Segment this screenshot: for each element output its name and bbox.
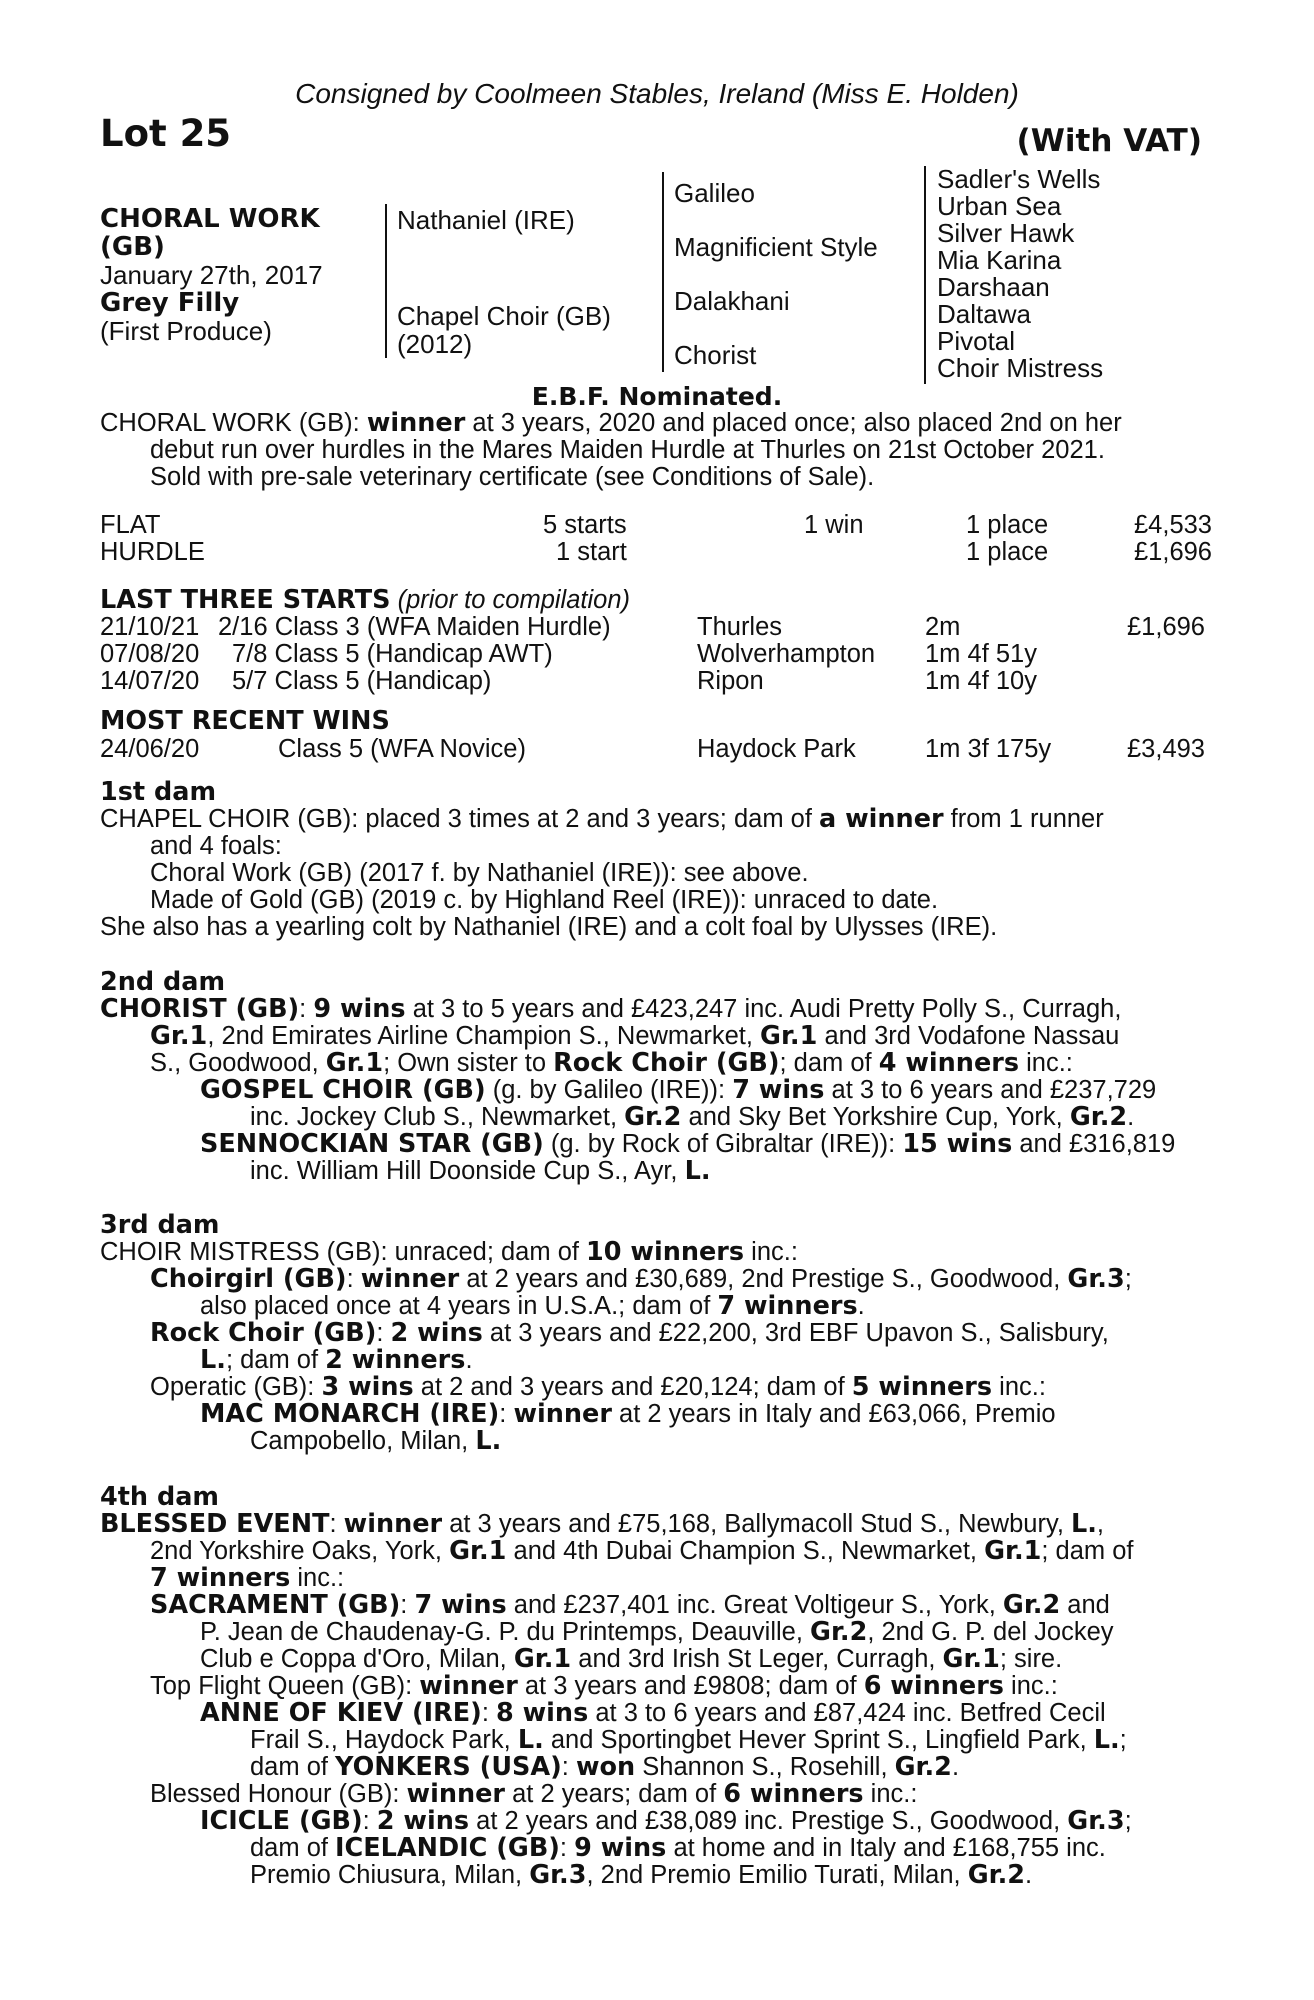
grade: Gr.3 bbox=[1067, 1806, 1125, 1836]
produce-text: ; bbox=[1124, 1265, 1132, 1293]
produce-name: YONKERS (USA) bbox=[335, 1752, 562, 1782]
produce-text: and bbox=[1060, 1591, 1110, 1619]
race-summary bbox=[100, 410, 1208, 491]
produce-name: MAC MONARCH (IRE) bbox=[200, 1399, 500, 1429]
dam-text: : bbox=[299, 995, 314, 1023]
grade: Gr.3 bbox=[529, 1860, 587, 1890]
produce-line bbox=[100, 1104, 1208, 1131]
dam-text: and 3rd Vodafone Nassau bbox=[817, 1022, 1120, 1050]
produce-text: at home and in Italy and £168,755 inc. bbox=[666, 1834, 1106, 1862]
produce-text: . bbox=[857, 1292, 865, 1320]
produce-winner: winner bbox=[513, 1399, 612, 1429]
dam-text: inc.: bbox=[290, 1564, 345, 1592]
produce-wins: 3 wins bbox=[321, 1372, 414, 1402]
grade: L. bbox=[1070, 1509, 1097, 1539]
dam-line bbox=[100, 1239, 1208, 1266]
win-prize: £3,493 bbox=[1127, 735, 1205, 763]
produce-line bbox=[100, 1727, 1208, 1754]
produce-line bbox=[100, 1781, 1208, 1808]
produce-text: and Sky Bet Yorkshire Cup, York, bbox=[681, 1103, 1070, 1131]
grade: Gr.1 bbox=[449, 1536, 507, 1566]
dam-text: ; dam of bbox=[1041, 1537, 1134, 1565]
dam-winner: winner bbox=[343, 1509, 443, 1539]
produce-text: and Sportingbet Hever Sprint S., Lingfield Park, bbox=[543, 1726, 1094, 1754]
vat-note: (With VAT) bbox=[1016, 123, 1202, 159]
start-race: 5/7 Class 5 (Handicap) bbox=[232, 667, 492, 695]
dam-text: 2nd Yorkshire Oaks, York, bbox=[150, 1537, 450, 1565]
produce-wins: 15 wins bbox=[902, 1129, 1013, 1159]
produce-text: , 2nd G. P. del Jockey bbox=[867, 1618, 1114, 1646]
produce-text: Premio Chiusura, Milan, bbox=[250, 1861, 530, 1889]
dam-text: , 2nd Emirates Airline Champion S., Newmarket, bbox=[207, 1022, 761, 1050]
produce-line bbox=[100, 1646, 1208, 1673]
produce-line bbox=[100, 1320, 1208, 1347]
produce-winner: won bbox=[575, 1752, 636, 1782]
produce-text: : bbox=[346, 1265, 361, 1293]
produce-name: ICICLE (GB) bbox=[200, 1806, 363, 1836]
grade: Gr.2 bbox=[810, 1617, 868, 1647]
produce-line bbox=[100, 1293, 1208, 1320]
produce-wins: 7 wins bbox=[732, 1075, 825, 1105]
grade: L. bbox=[517, 1725, 544, 1755]
win-date: 24/06/20 bbox=[100, 735, 200, 763]
dam-winners: a winner bbox=[819, 804, 944, 834]
last-three-title: LAST THREE STARTS bbox=[100, 585, 391, 615]
section-title: 4th dam bbox=[100, 1482, 219, 1512]
produce-text: : bbox=[499, 1400, 514, 1428]
dam-line bbox=[100, 1538, 1208, 1565]
pedigree-gen3-item: Urban Sea bbox=[937, 191, 1062, 221]
produce-text: and £237,401 inc. Great Voltigeur S., York, bbox=[506, 1591, 1003, 1619]
produce-text: ; bbox=[1124, 1807, 1132, 1835]
produce-line: Choral Work (GB) (2017 f. by Nathaniel (IRE)): see above. bbox=[150, 859, 809, 887]
section-title: 1st dam bbox=[100, 777, 217, 807]
start-course: Thurles bbox=[697, 613, 783, 641]
produce-text: and £316,819 bbox=[1012, 1130, 1176, 1158]
record-wins: 1 win bbox=[804, 511, 864, 539]
produce-text: . bbox=[951, 1753, 960, 1781]
last-three-note: (prior to compilation) bbox=[397, 586, 630, 614]
start-distance: 2m bbox=[925, 613, 961, 641]
grade: Gr.1 bbox=[513, 1644, 572, 1674]
produce-text: ; sire. bbox=[999, 1645, 1063, 1673]
dam-winners: 6 winners bbox=[723, 1779, 864, 1809]
dam-winners: 7 winners bbox=[717, 1291, 858, 1321]
record-places: 1 place bbox=[966, 511, 1049, 539]
pedigree-divider bbox=[385, 204, 387, 358]
produce-line bbox=[100, 1592, 1208, 1619]
produce-winner: winner bbox=[360, 1264, 460, 1294]
dam-text: , bbox=[1096, 1510, 1105, 1538]
produce-line bbox=[100, 1131, 1208, 1158]
produce-line bbox=[100, 1266, 1208, 1293]
dam-winners: 2 winners bbox=[325, 1345, 466, 1375]
third-dam-section bbox=[100, 1212, 1208, 1455]
produce-line bbox=[100, 1673, 1208, 1700]
produce-text: : bbox=[481, 1699, 496, 1727]
horse-identity bbox=[100, 205, 323, 345]
dam-text: : bbox=[329, 1510, 344, 1538]
grade: Gr.1 bbox=[150, 1021, 208, 1051]
dam-line bbox=[100, 1023, 1208, 1050]
produce-line bbox=[100, 1428, 1208, 1455]
horse-dob: January 27th, 2017 bbox=[100, 260, 323, 290]
dam-winners: 5 winners bbox=[851, 1372, 993, 1402]
summary-line bbox=[100, 410, 1208, 437]
horse-sex: Grey Filly bbox=[100, 288, 240, 318]
dam-text: ; Own sister to bbox=[383, 1049, 554, 1077]
record-starts: 5 starts bbox=[543, 511, 627, 539]
start-date: 07/08/20 bbox=[100, 640, 200, 668]
produce-text: Campobello, Milan, bbox=[250, 1427, 476, 1455]
pedigree-gen3 bbox=[937, 166, 1103, 382]
section-title: 3rd dam bbox=[100, 1210, 220, 1240]
produce-text: inc. William Hill Doonside Cup S., Ayr, bbox=[250, 1157, 685, 1185]
produce-winner: winner bbox=[419, 1671, 518, 1701]
produce-text: (g. by Galileo (IRE)): bbox=[485, 1076, 733, 1104]
produce-text: at 2 and 3 years and £20,124; dam of bbox=[413, 1373, 852, 1401]
pedigree-gen3-item: Choir Mistress bbox=[937, 353, 1104, 383]
start-race: 7/8 Class 5 (Handicap AWT) bbox=[232, 640, 553, 668]
dam-line bbox=[100, 996, 1208, 1023]
produce-text: Top Flight Queen (GB): bbox=[150, 1672, 420, 1700]
recent-wins-title: MOST RECENT WINS bbox=[100, 706, 390, 736]
horse-origin: (GB) bbox=[100, 232, 165, 262]
grade: Gr.2 bbox=[624, 1102, 682, 1132]
dam-winners: 4 winners bbox=[878, 1048, 1020, 1078]
produce-text: at 3 to 6 years and £237,729 bbox=[824, 1076, 1157, 1104]
produce-winner: winner bbox=[406, 1779, 506, 1809]
grade: L. bbox=[200, 1345, 226, 1375]
produce-text: : bbox=[561, 1753, 576, 1781]
record-type: HURDLE bbox=[100, 538, 205, 566]
produce-text: inc.: bbox=[1003, 1672, 1058, 1700]
win-race: Class 5 (WFA Novice) bbox=[278, 735, 526, 763]
produce-name: ICELANDIC (GB) bbox=[335, 1833, 560, 1863]
record-earnings: £1,696 bbox=[1134, 538, 1212, 566]
produce-text: inc.: bbox=[863, 1780, 918, 1808]
dam-winners: 10 winners bbox=[586, 1237, 745, 1267]
produce-text: P. Jean de Chaudenay-G. P. du Printemps, Deauville, bbox=[200, 1618, 811, 1646]
pedigree-gen2-item: Chorist bbox=[674, 340, 757, 370]
produce-text: Blessed Honour (GB): bbox=[150, 1780, 407, 1808]
consignor-line: Consigned by Coolmeen Stables, Ireland (Miss E. Holden) bbox=[295, 78, 1019, 109]
produce-text: : bbox=[362, 1807, 377, 1835]
produce-name: SACRAMENT (GB) bbox=[150, 1590, 401, 1620]
produce-text: at 2 years and £30,689, 2nd Prestige S., Goodwood, bbox=[459, 1265, 1068, 1293]
dam-text: ; dam of bbox=[779, 1049, 879, 1077]
produce-text: and 3rd Irish St Leger, Curragh, bbox=[571, 1645, 943, 1673]
pedigree-dam: Chapel Choir (GB) bbox=[397, 301, 611, 331]
produce-line bbox=[100, 1401, 1208, 1428]
produce-wins: 9 wins bbox=[574, 1833, 667, 1863]
pedigree-gen3-item: Mia Karina bbox=[937, 245, 1062, 275]
win-distance: 1m 3f 175y bbox=[925, 735, 1052, 763]
summary-line: Sold with pre-sale veterinary certificate (see Conditions of Sale). bbox=[150, 463, 875, 491]
pedigree-divider bbox=[924, 166, 926, 384]
dam-text: inc.: bbox=[1019, 1049, 1073, 1077]
ebf-note: E.B.F. Nominated. bbox=[531, 382, 783, 411]
dam-text: CHAPEL CHOIR (GB): placed 3 times at 2 and 3 years; dam of bbox=[100, 805, 820, 833]
grade: Gr.2 bbox=[894, 1752, 952, 1782]
dam-line: and 4 foals: bbox=[150, 832, 282, 860]
produce-text: at 3 years and £9808; dam of bbox=[517, 1672, 864, 1700]
pedigree-dam-year: (2012) bbox=[397, 329, 473, 359]
summary-horse: CHORAL WORK (GB): bbox=[100, 409, 367, 437]
pedigree-gen3-item: Sadler's Wells bbox=[937, 164, 1101, 194]
produce-text: at 2 years in Italy and £63,066, Premio bbox=[611, 1400, 1056, 1428]
pedigree-gen3-item: Silver Hawk bbox=[937, 218, 1075, 248]
produce-text: (g. by Rock of Gibraltar (IRE)): bbox=[543, 1130, 903, 1158]
pedigree-gen2-item: Magnificient Style bbox=[674, 232, 878, 262]
produce-text: . bbox=[1127, 1103, 1135, 1131]
start-prize: £1,696 bbox=[1127, 613, 1205, 641]
produce-text: Operatic (GB): bbox=[150, 1373, 322, 1401]
produce-line bbox=[100, 1754, 1208, 1781]
summary-text: at 3 years, 2020 and placed once; also placed 2nd on her bbox=[465, 409, 1122, 437]
grade: Gr.1 bbox=[325, 1048, 384, 1078]
produce-text: ; bbox=[1119, 1726, 1127, 1754]
produce-line bbox=[100, 1158, 1208, 1185]
produce-text: : bbox=[376, 1319, 391, 1347]
start-distance: 1m 4f 51y bbox=[925, 640, 1037, 668]
dam-line bbox=[100, 1565, 1208, 1592]
dam-winners: 7 winners bbox=[150, 1563, 291, 1593]
dam-text: and 4th Dubai Champion S., Newmarket, bbox=[506, 1537, 985, 1565]
produce-line bbox=[100, 1862, 1208, 1889]
produce-line bbox=[100, 1700, 1208, 1727]
dam-wins: 9 wins bbox=[313, 994, 406, 1024]
produce-line: Made of Gold (GB) (2019 c. by Highland Reel (IRE)): unraced to date. bbox=[150, 886, 939, 914]
produce-text: inc.: bbox=[992, 1373, 1046, 1401]
record-places: 1 place bbox=[966, 538, 1049, 566]
dam-text: inc.: bbox=[744, 1238, 798, 1266]
pedigree-gen3-item: Daltawa bbox=[937, 299, 1031, 329]
produce-text: inc. Jockey Club S., Newmarket, bbox=[250, 1103, 625, 1131]
produce-name: Choirgirl (GB) bbox=[150, 1264, 347, 1294]
produce-text: at 3 years and £22,200, 3rd EBF Upavon S., Salisbury, bbox=[482, 1319, 1109, 1347]
dam-text: CHOIR MISTRESS (GB): unraced; dam of bbox=[100, 1238, 587, 1266]
produce-wins: 7 wins bbox=[414, 1590, 507, 1620]
produce-name: Rock Choir (GB) bbox=[150, 1318, 377, 1348]
produce-text: . bbox=[465, 1346, 473, 1374]
start-distance: 1m 4f 10y bbox=[925, 667, 1037, 695]
pedigree-gen2-item: Galileo bbox=[674, 178, 755, 208]
summary-winner: winner bbox=[366, 408, 466, 438]
dam-line: She also has a yearling colt by Nathaniel (IRE) and a colt foal by Ulysses (IRE). bbox=[100, 913, 998, 941]
produce-text: dam of bbox=[250, 1834, 336, 1862]
start-course: Wolverhampton bbox=[697, 640, 876, 668]
produce-name: SENNOCKIAN STAR (GB) bbox=[200, 1129, 544, 1159]
start-course: Ripon bbox=[697, 667, 764, 695]
produce-text: at 2 years and £38,089 inc. Prestige S., Goodwood, bbox=[469, 1807, 1068, 1835]
produce-text: Shannon S., Rosehill, bbox=[635, 1753, 895, 1781]
grade: Gr.1 bbox=[984, 1536, 1042, 1566]
pedigree-gen3-item: Pivotal bbox=[937, 326, 1016, 356]
dam-line bbox=[100, 1511, 1208, 1538]
dam-text: at 3 to 5 years and £423,247 inc. Audi Pretty Polly S., Curragh, bbox=[405, 995, 1122, 1023]
first-dam-section bbox=[100, 779, 1208, 941]
dam-line bbox=[100, 806, 1208, 833]
pedigree-divider bbox=[662, 172, 664, 372]
produce-wins: 8 wins bbox=[496, 1698, 589, 1728]
grade: Gr.2 bbox=[1069, 1102, 1128, 1132]
start-date: 14/07/20 bbox=[100, 667, 200, 695]
record-type: FLAT bbox=[100, 511, 161, 539]
summary-line: debut run over hurdles in the Mares Maiden Hurdle at Thurles on 21st October 2021. bbox=[150, 436, 1105, 464]
dam-text: at 3 years and £75,168, Ballymacoll Stud S., Newbury, bbox=[442, 1510, 1071, 1538]
produce-text: ; dam of bbox=[225, 1346, 326, 1374]
win-course: Haydock Park bbox=[697, 735, 856, 763]
start-date: 21/10/21 bbox=[100, 613, 200, 641]
grade: Gr.3 bbox=[1067, 1264, 1125, 1294]
last-three-heading bbox=[100, 587, 630, 614]
grade: Gr.2 bbox=[1002, 1590, 1061, 1620]
dam-text: S., Goodwood, bbox=[150, 1049, 326, 1077]
produce-wins: 2 wins bbox=[390, 1318, 483, 1348]
produce-text: Frail S., Haydock Park, bbox=[250, 1726, 518, 1754]
grade: L. bbox=[684, 1156, 711, 1186]
horse-produce: (First Produce) bbox=[100, 316, 272, 346]
start-race: 2/16 Class 3 (WFA Maiden Hurdle) bbox=[218, 613, 611, 641]
produce-wins: 2 wins bbox=[376, 1806, 470, 1836]
lot-number: Lot 25 bbox=[100, 112, 232, 155]
produce-text: dam of bbox=[250, 1753, 336, 1781]
pedigree-gen2-item: Dalakhani bbox=[674, 286, 790, 316]
produce-text: . bbox=[1025, 1861, 1033, 1889]
produce-line bbox=[100, 1808, 1208, 1835]
produce-text: , 2nd Premio Emilio Turati, Milan, bbox=[586, 1861, 968, 1889]
produce-text: at 3 to 6 years and £87,424 inc. Betfred Cecil bbox=[588, 1699, 1106, 1727]
horse-name: CHORAL WORK bbox=[100, 204, 320, 234]
second-dam-section bbox=[100, 969, 1208, 1185]
produce-line bbox=[100, 1619, 1208, 1646]
produce-text: also placed once at 4 years in U.S.A.; dam of bbox=[200, 1292, 718, 1320]
produce-name: GOSPEL CHOIR (GB) bbox=[200, 1075, 486, 1105]
produce-name: ANNE OF KIEV (IRE) bbox=[200, 1698, 482, 1728]
dam-text: from 1 runner bbox=[943, 805, 1104, 833]
produce-line bbox=[100, 1077, 1208, 1104]
grade: Gr.1 bbox=[942, 1644, 1000, 1674]
dam-name: BLESSED EVENT bbox=[100, 1509, 330, 1539]
pedigree-gen3-item: Darshaan bbox=[937, 272, 1050, 302]
produce-text: : bbox=[559, 1834, 575, 1862]
dam-name: CHORIST (GB) bbox=[100, 994, 300, 1024]
record-earnings: £4,533 bbox=[1134, 511, 1212, 539]
grade: Gr.1 bbox=[760, 1021, 818, 1051]
horse-ref: Rock Choir (GB) bbox=[553, 1048, 780, 1078]
produce-text: Club e Coppa d'Oro, Milan, bbox=[200, 1645, 514, 1673]
dam-winners: 6 winners bbox=[863, 1671, 1004, 1701]
produce-line bbox=[100, 1347, 1208, 1374]
dam-line bbox=[100, 1050, 1208, 1077]
produce-line bbox=[100, 1374, 1208, 1401]
produce-text: : bbox=[400, 1591, 415, 1619]
produce-line bbox=[100, 1835, 1208, 1862]
section-title: 2nd dam bbox=[100, 967, 226, 997]
fourth-dam-section bbox=[100, 1484, 1208, 1889]
grade: L. bbox=[475, 1426, 502, 1456]
produce-text: at 2 years; dam of bbox=[505, 1780, 724, 1808]
grade: Gr.2 bbox=[967, 1860, 1026, 1890]
pedigree-sire: Nathaniel (IRE) bbox=[397, 205, 575, 235]
record-starts: 1 start bbox=[556, 538, 627, 566]
grade: L. bbox=[1093, 1725, 1120, 1755]
